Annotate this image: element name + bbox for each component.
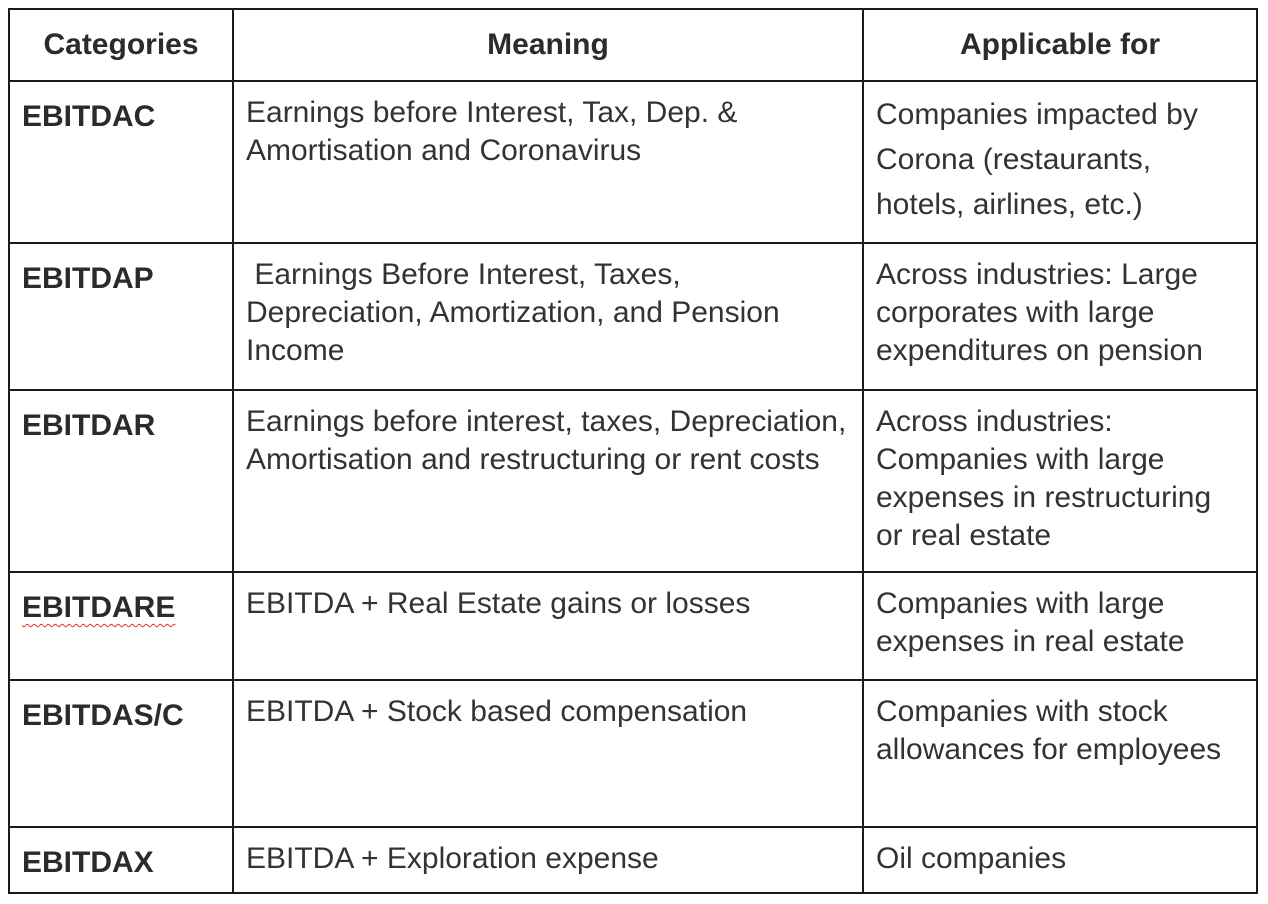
- ebitda-variants-table: [8, 8, 1258, 894]
- applicable-cell[interactable]: Across industries: Companies with large expenses in restructuring or real estate: [863, 390, 1257, 572]
- meaning-cell[interactable]: EBITDA + Exploration expense: [233, 827, 863, 893]
- category-cell[interactable]: EBITDAX: [9, 827, 233, 893]
- applicable-cell[interactable]: Companies with large expenses in real estate: [863, 572, 1257, 680]
- meaning-cell[interactable]: Earnings Before Interest, Taxes, Depreciation, Amortization, and Pension Income: [233, 243, 863, 389]
- header-categories: Categories: [9, 9, 233, 81]
- category-cell[interactable]: EBITDAR: [9, 390, 233, 572]
- spellcheck-flagged-word: EBITDARE: [22, 591, 176, 625]
- meaning-cell[interactable]: Earnings before interest, taxes, Depreciation, Amortisation and restructuring or rent costs: [233, 390, 863, 572]
- meaning-cell[interactable]: Earnings before Interest, Tax, Dep. & Amortisation and Coronavirus: [233, 81, 863, 243]
- category-cell[interactable]: EBITDAP: [9, 243, 233, 389]
- category-cell[interactable]: EBITDAC: [9, 81, 233, 243]
- ebitda-variants-table-container: [8, 8, 1256, 894]
- table-header-row: [9, 9, 1257, 81]
- category-cell[interactable]: EBITDAS/C: [9, 680, 233, 826]
- applicable-cell[interactable]: Across industries: Large corporates with large expenditures on pension: [863, 243, 1257, 389]
- table-row: [9, 827, 1257, 893]
- applicable-cell[interactable]: Companies with stock allowances for employees: [863, 680, 1257, 826]
- header-applicable-for: Applicable for: [863, 9, 1257, 81]
- table-row: [9, 390, 1257, 572]
- applicable-cell[interactable]: Oil companies: [863, 827, 1257, 893]
- meaning-cell[interactable]: EBITDA + Stock based compensation: [233, 680, 863, 826]
- table-row: [9, 572, 1257, 680]
- table-row: [9, 243, 1257, 389]
- table-row: [9, 81, 1257, 243]
- meaning-cell[interactable]: EBITDA + Real Estate gains or losses: [233, 572, 863, 680]
- applicable-cell[interactable]: Companies impacted by Corona (restaurants, hotels, airlines, etc.): [863, 81, 1257, 243]
- header-meaning: Meaning: [233, 9, 863, 81]
- category-cell[interactable]: [9, 572, 233, 680]
- table-row: [9, 680, 1257, 826]
